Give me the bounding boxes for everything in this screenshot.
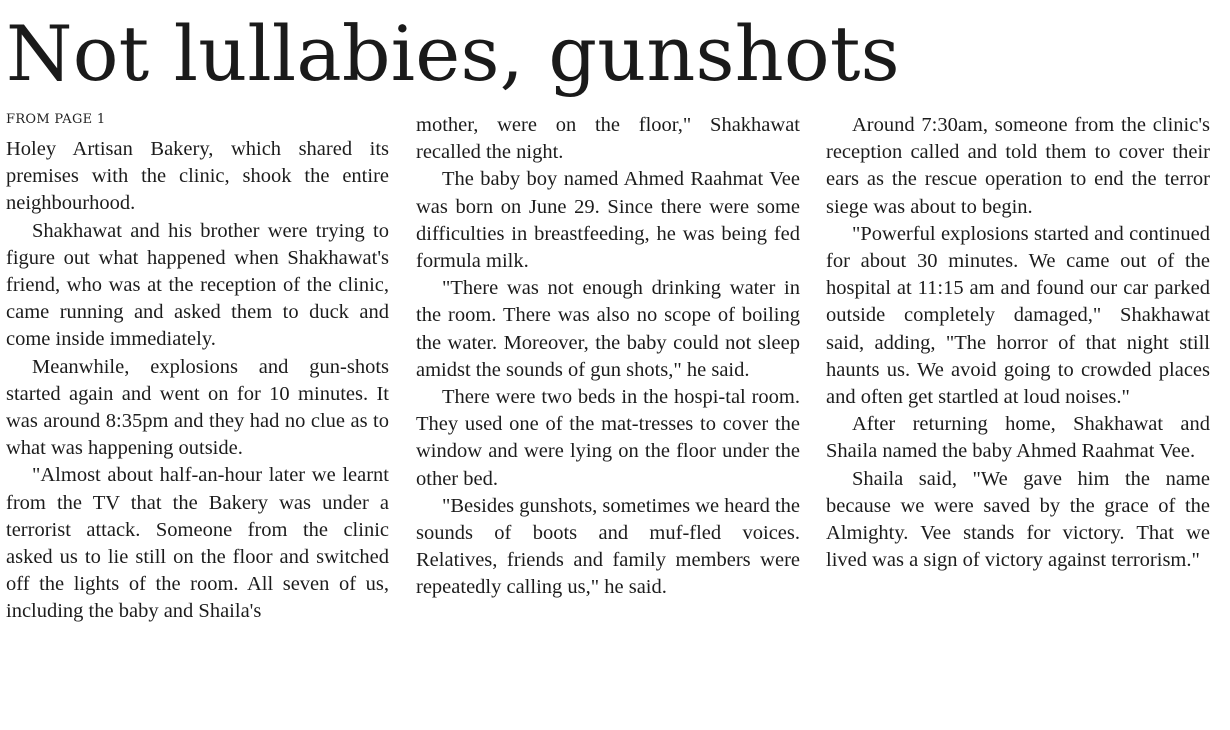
paragraph: Shaila said, "We gave him the name because we were saved by the grace of the Almighty. Vee stands for victory. That we lived was a sign of victory against terrorism." xyxy=(826,467,1210,572)
paragraph: After returning home, Shakhawat and Shaila named the baby Ahmed Raahmat Vee. xyxy=(826,413,1210,463)
article-column-2 xyxy=(416,112,800,602)
paragraph: There were two beds in the hospi-tal room. They used one of the mat-tresses to cover the window and were lying on the floor under the other bed. xyxy=(416,386,800,490)
paragraph: Shakhawat and his brother were trying to figure out what happened when Shakhawat's friend, who was at the reception of the clinic, came running and asked them to duck and come inside immediately. xyxy=(6,219,389,351)
article-column-3 xyxy=(826,112,1210,574)
paragraph: "Almost about half-an-hour later we learnt from the TV that the Bakery was under a terrorist attack. Someone from the clinic asked us to lie still on the floor and switched off the lights of the room. All seven of us, including the baby and Shaila's xyxy=(6,464,389,623)
continuation-kicker: FROM PAGE 1 xyxy=(6,112,106,127)
article-column-1 xyxy=(6,136,389,626)
paragraph: Holey Artisan Bakery, which shared its premises with the clinic, shook the entire neighbourhood. xyxy=(6,138,389,215)
paragraph: "Powerful explosions started and continued for about 30 minutes. We came out of the hospital at 11:15 am and found our car parked outside completely damaged," Shakhawat said, adding, "The horror of that night still haunts us. We avoid going to crowded places and often get startled at loud noises." xyxy=(826,222,1210,409)
paragraph: Around 7:30am, someone from the clinic's reception called and told them to cover their ears as the rescue operation to end the terror siege was about to begin. xyxy=(826,114,1210,218)
paragraph: "Besides gunshots, sometimes we heard the sounds of boots and muf-fled voices. Relatives, friends and family members were repeatedly calling us," he said. xyxy=(416,494,800,599)
paragraph: "There was not enough drinking water in the room. There was also no scope of boiling the water. Moreover, the baby could not sleep amidst the sounds of gun shots," he said. xyxy=(416,277,800,381)
paragraph: The baby boy named Ahmed Raahmat Vee was born on June 29. Since there were some difficulties in breastfeeding, he was being fed formula milk. xyxy=(416,168,800,273)
paragraph: Meanwhile, explosions and gun-shots started again and went on for 10 minutes. It was around 8:35pm and they had no clue as to what was happening outside. xyxy=(6,355,389,460)
headline: Not lullabies, gunshots xyxy=(6,9,900,98)
paragraph: mother, were on the floor," Shakhawat recalled the night. xyxy=(416,114,800,164)
